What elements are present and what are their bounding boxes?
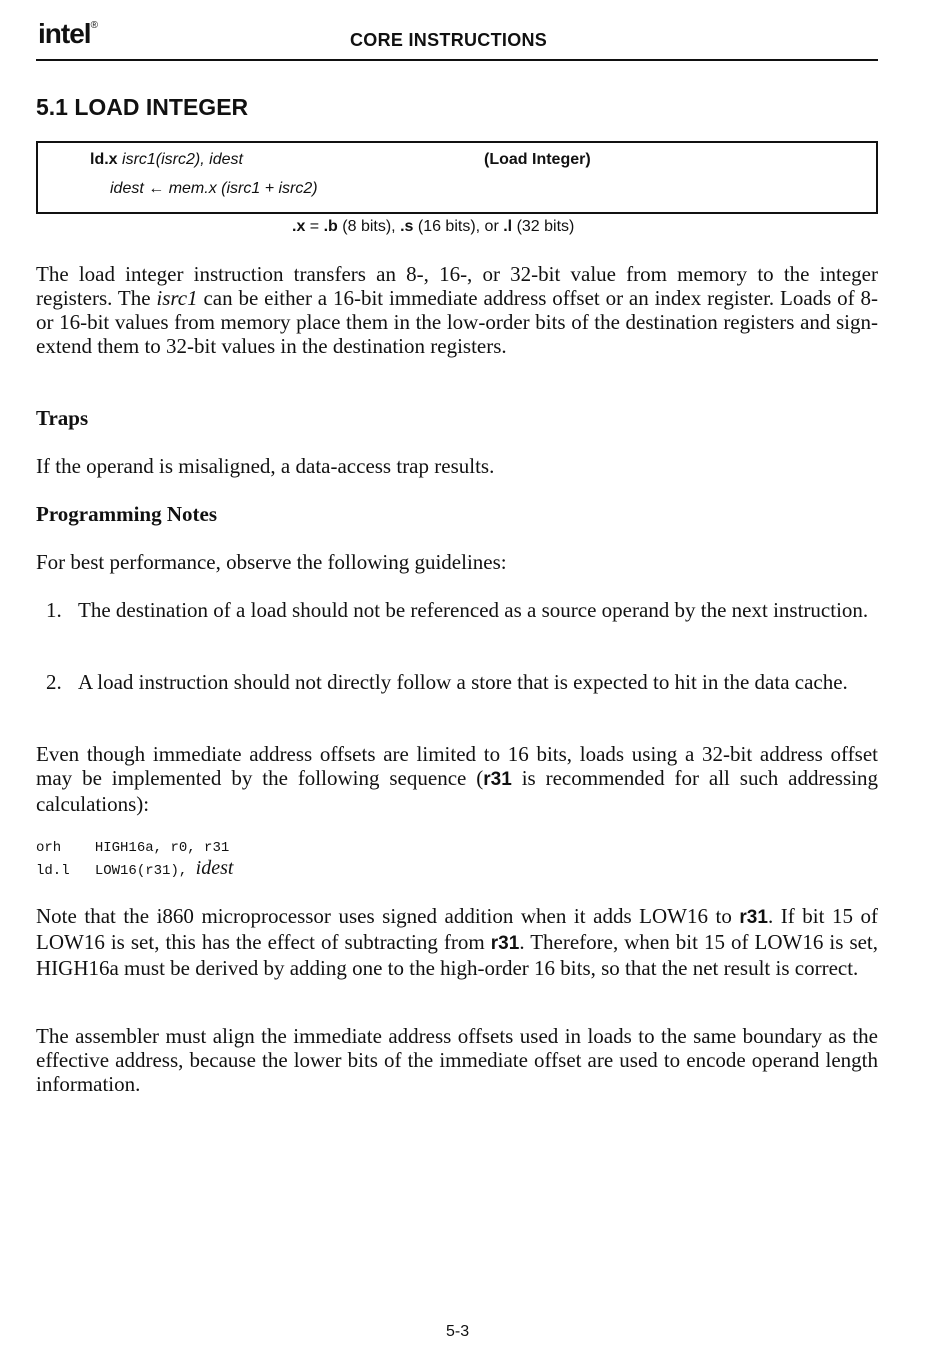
note-paragraph: Note that the i860 microprocessor uses signed addition when it adds LOW16 to r31. If bit 15 of LOW16 is set, this has the effect of subtracting from r31. Therefore, when bit 15 of LOW16 is set, HIGH16a must be derived by adding one to the high-order 16 bits, so that the net result is correct.: [36, 904, 879, 980]
operand-idest: idest: [209, 151, 243, 168]
instruction-syntax-box: [36, 141, 878, 214]
page-number: 5-3: [446, 1323, 470, 1340]
operand-isrc1: isrc1: [122, 151, 156, 168]
intel-logo: intel®: [38, 18, 97, 49]
instruction-label: (Load Integer): [484, 151, 591, 168]
left-arrow-icon: ←: [148, 180, 165, 197]
programming-notes-heading: Programming Notes: [36, 502, 217, 526]
traps-paragraph: If the operand is misaligned, a data-access trap results.: [36, 454, 495, 478]
header-rule: [36, 59, 878, 61]
traps-heading: Traps: [36, 406, 89, 430]
section-title: 5.1 LOAD INTEGER: [36, 94, 249, 120]
running-head: CORE INSTRUCTIONS: [350, 30, 548, 50]
intro-paragraph: The load integer instruction transfers an 8-, 16-, or 32-bit value from memory to the integer registers. The isrc1 can be either a 16-bit immediate address offset or an index register. Loads of 8- or 16-bit values from memory place them in the low-order bits of the destination registers and sign-extend them to 32-bit values in the destination registers.: [36, 262, 879, 358]
mnemonic: ld.x: [90, 151, 118, 168]
instruction-syntax: [90, 151, 243, 169]
offset-paragraph: Even though immediate address offsets are limited to 16 bits, loads using a 32-bit address offset may be implemented by the following sequence (r31 is recommended for all such addressing calculations):: [36, 742, 878, 816]
size-suffix-note: .x = .b (8 bits), .s (16 bits), or .l (32 bits): [292, 218, 575, 235]
operation-description: idest ← mem.x (isrc1 + isrc2): [110, 180, 318, 197]
manual-page: intel® CORE INSTRUCTIONS 5.1 LOAD INTEGER ld.x isrc1(isrc2), idest (Load Integer) idest ← mem.x (isrc1 + isrc2) .x = .b (8 bits), .s (16 bits), or .l (32 bits) The load integer instruction transfers an 8-, 16-, or 32-bit value from memory to the integer registers. The isrc1 can be either a 16-bit immediate address offset or an index register. Loads of 8- or 16-bit values from memory place them in the low-order bits of the destination registers and sign-extend them to 32-bit values in the destination registers. Traps If the operand is misaligned, a data-access trap results. Programming Notes For best performance, observe the following guidelines: 1. The destination of a load should not be referenced as a source operand by the next instruction. 2. A load instruction should not directly follow a store that is expected to hit in the data cache. Even though immediate address offsets are limited to 16 bits, loads using a 32-bit address offset may be implemented by the following sequence (r31 is recommended for all such addressing calculations): orh HIGH16a, r0, r31 ld.l LOW16(r31), idest Note that the i860 microprocessor uses signed addition when it adds LOW16 to r31. If bit 15 of LOW16 is set, this has the effect of subtracting from r31. Therefore, when bit 15 of LOW16 is set, HIGH16a must be derived by adding one to the high-order 16 bits, so that the net result is correct. The assembler must align the immediate address offsets used in loads to the same boundary as the effective address, because the lower bits of the immediate offset are used to encode operand length information. 5-3: [36, 18, 879, 1340]
operand-isrc2: (isrc2),: [155, 151, 205, 168]
assembler-paragraph: The assembler must align the immediate address offsets used in loads to the same boundary as the effective address, because the lower bits of the immediate offset are used to encode operand length information.: [36, 1024, 878, 1096]
programming-notes-intro: For best performance, observe the following guidelines:: [36, 550, 507, 574]
code-sample: orh HIGH16a, r0, r31 ld.l LOW16(r31), idest: [36, 840, 234, 879]
